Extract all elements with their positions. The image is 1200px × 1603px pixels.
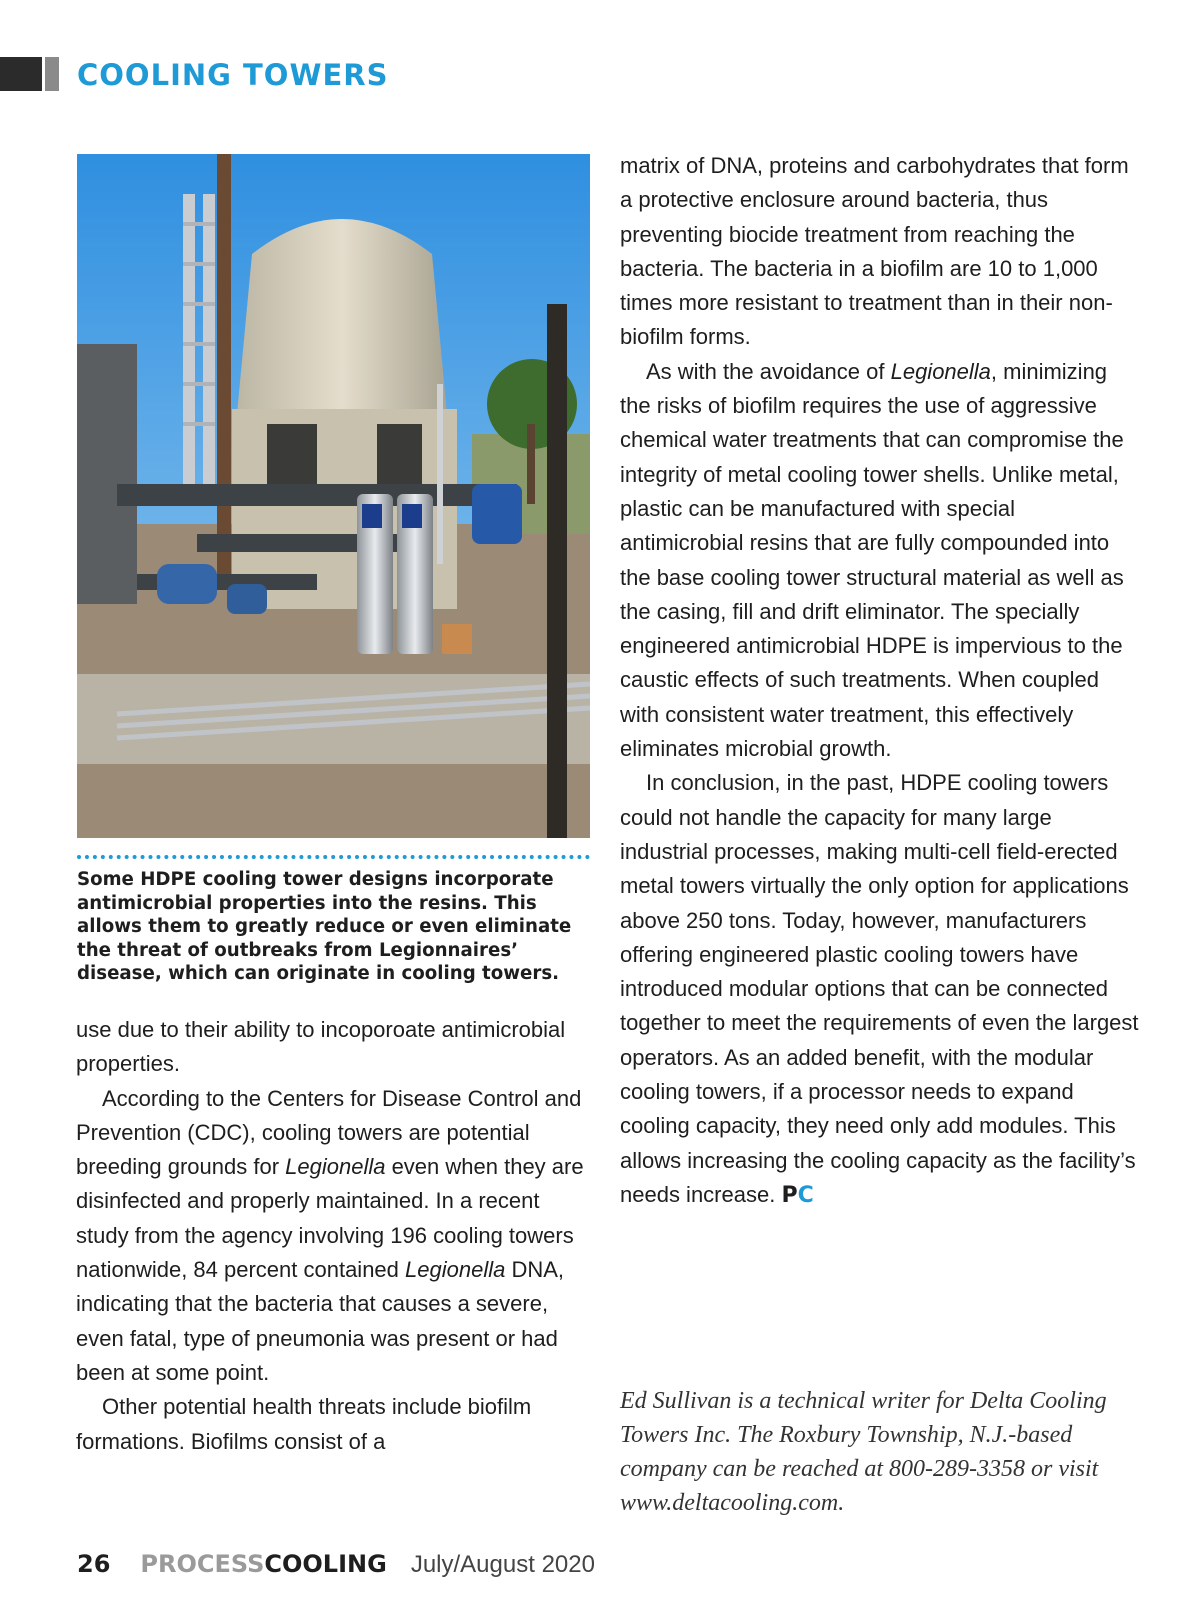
end-mark-logo: PC [781, 1182, 814, 1208]
section-title: COOLING TOWERS [77, 58, 389, 92]
author-bio: Ed Sullivan is a technical writer for Delta Cooling Towers Inc. The Roxbury Township, N.J.-based company can be reached at 800-289-3358 or visit www.deltacooling.com. [620, 1388, 1107, 1516]
magazine-brand-part2: COOLING [264, 1550, 387, 1578]
paragraph: As with the avoidance of Legionella, minimizing the risks of biofilm requires the use of aggressive chemical water treatments that can compromise the integrity of metal cooling tower shells. Unlike metal, plastic can be manufactured with special antimicrobial resins that are fully compounded into the base cooling tower structural material as well as the casing, fill and drift eliminator. The specially engineered antimicrobial HDPE is impervious to the caustic effects of such treatments. When coupled with consistent water treatment, this effectively eliminates microbial growth. [620, 358, 1124, 762]
section-marker-bar [0, 57, 42, 91]
photo-caption: Some HDPE cooling tower designs incorporate antimicrobial properties into the resins. This allows them to greatly reduce or even eliminate the threat of outbreaks from Legionnaires’ disease, which can originate in cooling towers. [77, 869, 572, 984]
magazine-brand-part1: PROCESS [140, 1550, 265, 1578]
cooling-tower-photo [77, 154, 590, 838]
paragraph: According to the Centers for Disease Control and Prevention (CDC), cooling towers are potential breeding grounds for Legionella even when they are disinfected and properly maintained. In a recent study from the agency involving 196 cooling towers nationwide, 84 percent contained Legionella DNA, indicating that the bacteria that causes a severe, even fatal, type of pneumonia was present or had been at some point. [76, 1085, 584, 1385]
page-number: 26 [77, 1550, 111, 1578]
paragraph: In conclusion, in the past, HDPE cooling towers could not handle the capacity for many large industrial processes, making multi-cell field-erected metal towers virtually the only option for applications above 250 tons. Today, however, manufacturers offering engineered plastic cooling towers have introduced modular options that can be connected together to meet the requirements of even the largest operators. As an added benefit, with the modular cooling towers, if a processor needs to expand cooling capacity, they need only add modules. This allows increasing the cooling capacity as the facility’s needs increase. PC [620, 770, 1139, 1208]
paragraph: Other potential health threats include biofilm formations. Biofilms consist of a [76, 1394, 532, 1454]
issue-date: July/August 2020 [410, 1551, 595, 1578]
paragraph: matrix of DNA, proteins and carbohydrates that form a protective enclosure around bacteria, thus preventing biocide treatment from reaching the bacteria. The bacteria in a biofilm are 10 to 1,000 times more resistant to treatment than in their non-biofilm forms. [620, 153, 1129, 350]
page-footer [77, 1550, 595, 1584]
article-column-left [76, 1013, 591, 1459]
paragraph: use due to their ability to incoporoate antimicrobial properties. [76, 1017, 566, 1077]
article-column-right [620, 149, 1140, 1213]
caption-divider [77, 855, 590, 859]
section-marker-accent [45, 57, 59, 91]
